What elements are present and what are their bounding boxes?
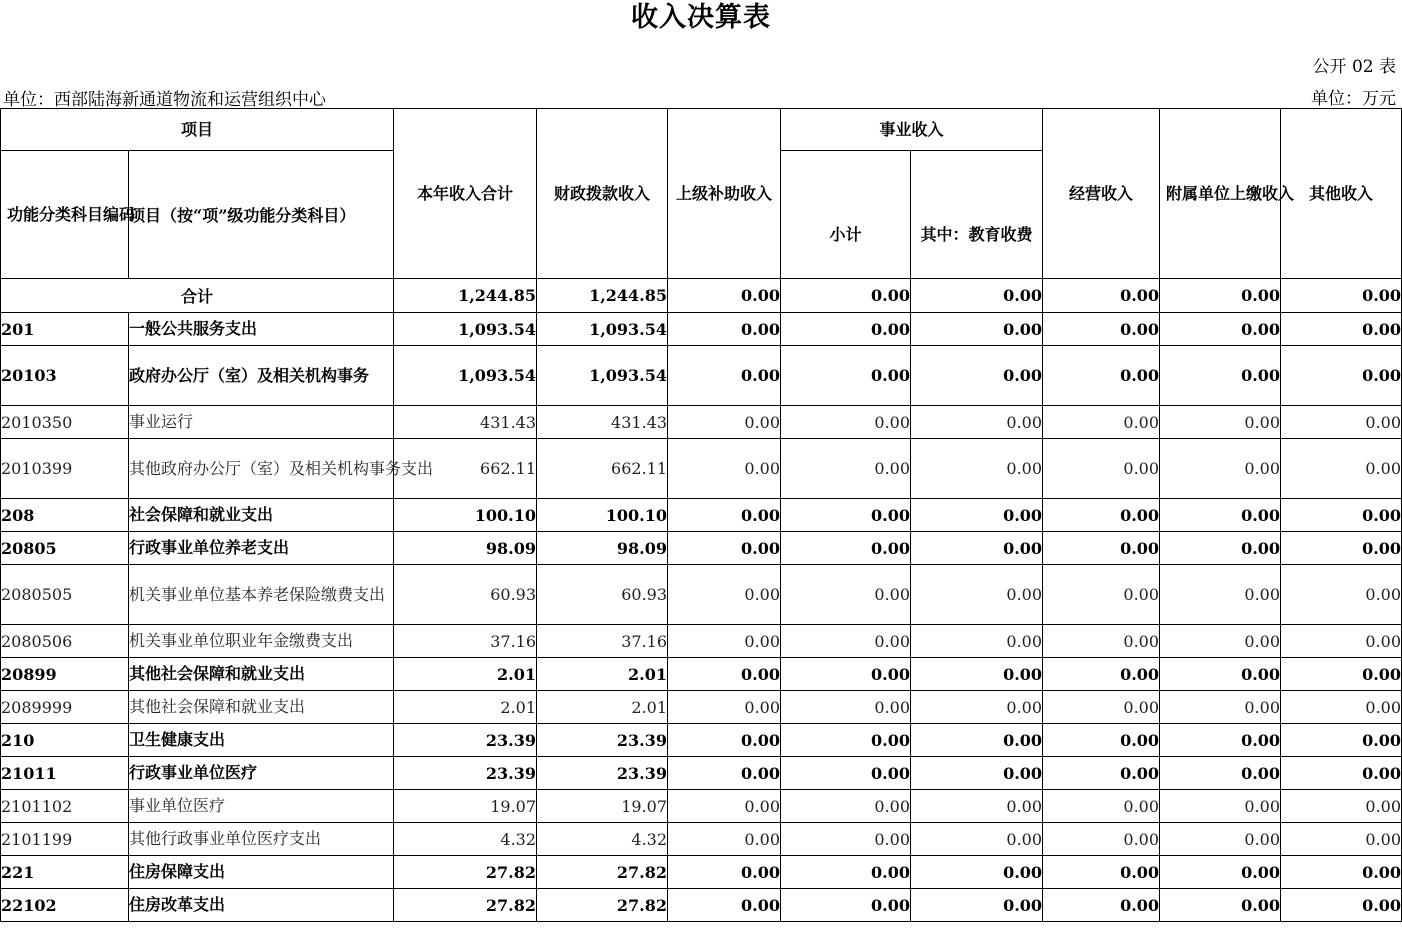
row-total: 2.01 <box>394 691 537 724</box>
row-subtotal: 0.00 <box>781 565 911 625</box>
row-operating: 0.00 <box>1043 823 1160 856</box>
row-superior: 0.00 <box>668 658 781 691</box>
row-operating: 0.00 <box>1043 724 1160 757</box>
row-code: 20805 <box>1 532 129 565</box>
row-subtotal: 0.00 <box>781 532 911 565</box>
summary-education: 0.00 <box>911 279 1043 313</box>
summary-affiliated: 0.00 <box>1160 279 1281 313</box>
row-operating: 0.00 <box>1043 406 1160 439</box>
row-subtotal: 0.00 <box>781 346 911 406</box>
row-fiscal: 27.82 <box>537 889 668 922</box>
row-other: 0.00 <box>1281 658 1402 691</box>
row-code: 2010350 <box>1 406 129 439</box>
row-subtotal: 0.00 <box>781 658 911 691</box>
row-operating: 0.00 <box>1043 625 1160 658</box>
row-total: 2.01 <box>394 658 537 691</box>
row-code: 20899 <box>1 658 129 691</box>
row-total: 37.16 <box>394 625 537 658</box>
row-code: 2089999 <box>1 691 129 724</box>
table-row <box>1 823 1402 856</box>
summary-total: 1,244.85 <box>394 279 537 313</box>
summary-other: 0.00 <box>1281 279 1402 313</box>
row-name: 其他社会保障和就业支出 <box>129 691 394 724</box>
table-row <box>1 406 1402 439</box>
row-affiliated: 0.00 <box>1160 757 1281 790</box>
row-affiliated: 0.00 <box>1160 499 1281 532</box>
row-superior: 0.00 <box>668 406 781 439</box>
row-education: 0.00 <box>911 406 1043 439</box>
row-superior: 0.00 <box>668 625 781 658</box>
row-name: 政府办公厅（室）及相关机构事务 <box>129 346 394 406</box>
row-name: 一般公共服务支出 <box>129 313 394 346</box>
row-affiliated: 0.00 <box>1160 532 1281 565</box>
row-education: 0.00 <box>911 790 1043 823</box>
table-row <box>1 790 1402 823</box>
row-name: 机关事业单位基本养老保险缴费支出 <box>129 565 394 625</box>
reporting-unit: 单位：西部陆海新通道物流和运营组织中心 <box>3 90 326 110</box>
row-other: 0.00 <box>1281 823 1402 856</box>
row-other: 0.00 <box>1281 406 1402 439</box>
row-affiliated: 0.00 <box>1160 346 1281 406</box>
header-project-group: 项目 <box>1 109 394 151</box>
row-fiscal: 98.09 <box>537 532 668 565</box>
row-total: 431.43 <box>394 406 537 439</box>
row-code: 2080505 <box>1 565 129 625</box>
row-operating: 0.00 <box>1043 691 1160 724</box>
row-code: 2101102 <box>1 790 129 823</box>
row-name: 卫生健康支出 <box>129 724 394 757</box>
page-title: 收入决算表 <box>631 2 771 33</box>
row-fiscal: 27.82 <box>537 856 668 889</box>
row-fiscal: 2.01 <box>537 658 668 691</box>
row-affiliated: 0.00 <box>1160 625 1281 658</box>
row-code: 210 <box>1 724 129 757</box>
row-total: 27.82 <box>394 856 537 889</box>
row-total: 23.39 <box>394 757 537 790</box>
row-affiliated: 0.00 <box>1160 313 1281 346</box>
row-operating: 0.00 <box>1043 439 1160 499</box>
row-operating: 0.00 <box>1043 499 1160 532</box>
row-subtotal: 0.00 <box>781 823 911 856</box>
form-number: 公开 02 表 <box>1312 57 1396 77</box>
row-code: 21011 <box>1 757 129 790</box>
row-total: 60.93 <box>394 565 537 625</box>
header-subtotal: 小计 <box>781 151 911 279</box>
row-fiscal: 23.39 <box>537 757 668 790</box>
row-superior: 0.00 <box>668 313 781 346</box>
row-other: 0.00 <box>1281 724 1402 757</box>
row-superior: 0.00 <box>668 346 781 406</box>
income-table <box>0 108 1402 922</box>
row-fiscal: 100.10 <box>537 499 668 532</box>
table-row <box>1 532 1402 565</box>
row-subtotal: 0.00 <box>781 856 911 889</box>
row-fiscal: 662.11 <box>537 439 668 499</box>
row-name: 其他政府办公厅（室）及相关机构事务支出 <box>129 439 394 499</box>
table-row <box>1 499 1402 532</box>
row-superior: 0.00 <box>668 856 781 889</box>
row-operating: 0.00 <box>1043 757 1160 790</box>
row-name: 其他行政事业单位医疗支出 <box>129 823 394 856</box>
header-superior: 上级补助收入 <box>668 109 781 279</box>
row-total: 27.82 <box>394 889 537 922</box>
summary-subtotal: 0.00 <box>781 279 911 313</box>
row-education: 0.00 <box>911 565 1043 625</box>
row-subtotal: 0.00 <box>781 406 911 439</box>
header-name: 项目（按“项”级功能分类科目） <box>129 151 394 279</box>
row-operating: 0.00 <box>1043 313 1160 346</box>
row-other: 0.00 <box>1281 757 1402 790</box>
header-operating: 经营收入 <box>1043 109 1160 279</box>
header-total: 本年收入合计 <box>394 109 537 279</box>
row-education: 0.00 <box>911 757 1043 790</box>
row-other: 0.00 <box>1281 499 1402 532</box>
row-subtotal: 0.00 <box>781 757 911 790</box>
row-subtotal: 0.00 <box>781 313 911 346</box>
row-affiliated: 0.00 <box>1160 439 1281 499</box>
row-affiliated: 0.00 <box>1160 691 1281 724</box>
row-fiscal: 431.43 <box>537 406 668 439</box>
row-affiliated: 0.00 <box>1160 406 1281 439</box>
row-superior: 0.00 <box>668 499 781 532</box>
row-total: 1,093.54 <box>394 313 537 346</box>
row-education: 0.00 <box>911 532 1043 565</box>
row-education: 0.00 <box>911 658 1043 691</box>
summary-fiscal: 1,244.85 <box>537 279 668 313</box>
row-education: 0.00 <box>911 439 1043 499</box>
row-operating: 0.00 <box>1043 658 1160 691</box>
summary-label: 合计 <box>1 279 394 313</box>
row-affiliated: 0.00 <box>1160 565 1281 625</box>
row-code: 2101199 <box>1 823 129 856</box>
row-fiscal: 4.32 <box>537 823 668 856</box>
table-row <box>1 439 1402 499</box>
row-other: 0.00 <box>1281 439 1402 499</box>
row-education: 0.00 <box>911 889 1043 922</box>
header-other: 其他收入 <box>1281 109 1402 279</box>
row-subtotal: 0.00 <box>781 691 911 724</box>
table-row <box>1 625 1402 658</box>
row-subtotal: 0.00 <box>781 625 911 658</box>
row-operating: 0.00 <box>1043 346 1160 406</box>
row-fiscal: 60.93 <box>537 565 668 625</box>
currency-unit: 单位：万元 <box>1311 89 1396 109</box>
row-fiscal: 23.39 <box>537 724 668 757</box>
row-code: 2010399 <box>1 439 129 499</box>
row-code: 22102 <box>1 889 129 922</box>
row-superior: 0.00 <box>668 439 781 499</box>
row-education: 0.00 <box>911 625 1043 658</box>
row-education: 0.00 <box>911 823 1043 856</box>
row-other: 0.00 <box>1281 790 1402 823</box>
row-subtotal: 0.00 <box>781 790 911 823</box>
row-fiscal: 19.07 <box>537 790 668 823</box>
header-education: 其中：教育收费 <box>911 151 1043 279</box>
row-other: 0.00 <box>1281 625 1402 658</box>
row-code: 20103 <box>1 346 129 406</box>
row-total: 100.10 <box>394 499 537 532</box>
row-code: 201 <box>1 313 129 346</box>
row-operating: 0.00 <box>1043 889 1160 922</box>
row-superior: 0.00 <box>668 691 781 724</box>
table-row <box>1 889 1402 922</box>
row-affiliated: 0.00 <box>1160 889 1281 922</box>
row-affiliated: 0.00 <box>1160 658 1281 691</box>
row-superior: 0.00 <box>668 790 781 823</box>
row-name: 社会保障和就业支出 <box>129 499 394 532</box>
row-other: 0.00 <box>1281 889 1402 922</box>
row-fiscal: 37.16 <box>537 625 668 658</box>
row-other: 0.00 <box>1281 532 1402 565</box>
row-affiliated: 0.00 <box>1160 856 1281 889</box>
header-affiliated: 附属单位上缴收入 <box>1160 109 1281 279</box>
header-fiscal: 财政拨款收入 <box>537 109 668 279</box>
row-education: 0.00 <box>911 499 1043 532</box>
row-total: 19.07 <box>394 790 537 823</box>
row-name: 其他社会保障和就业支出 <box>129 658 394 691</box>
summary-operating: 0.00 <box>1043 279 1160 313</box>
row-other: 0.00 <box>1281 691 1402 724</box>
header-row-1 <box>1 109 1402 151</box>
row-subtotal: 0.00 <box>781 439 911 499</box>
row-code: 208 <box>1 499 129 532</box>
row-operating: 0.00 <box>1043 565 1160 625</box>
table-row <box>1 313 1402 346</box>
row-subtotal: 0.00 <box>781 889 911 922</box>
row-operating: 0.00 <box>1043 790 1160 823</box>
header-code: 功能分类科目编码 <box>1 151 129 279</box>
row-name: 事业运行 <box>129 406 394 439</box>
row-other: 0.00 <box>1281 313 1402 346</box>
table-row <box>1 856 1402 889</box>
row-total: 662.11 <box>394 439 537 499</box>
table-row <box>1 346 1402 406</box>
table-row <box>1 757 1402 790</box>
row-superior: 0.00 <box>668 823 781 856</box>
row-education: 0.00 <box>911 346 1043 406</box>
row-name: 机关事业单位职业年金缴费支出 <box>129 625 394 658</box>
row-name: 行政事业单位医疗 <box>129 757 394 790</box>
table-row <box>1 724 1402 757</box>
row-education: 0.00 <box>911 724 1043 757</box>
row-code: 221 <box>1 856 129 889</box>
row-fiscal: 1,093.54 <box>537 346 668 406</box>
row-fiscal: 2.01 <box>537 691 668 724</box>
row-affiliated: 0.00 <box>1160 790 1281 823</box>
row-fiscal: 1,093.54 <box>537 313 668 346</box>
row-affiliated: 0.00 <box>1160 724 1281 757</box>
row-name: 事业单位医疗 <box>129 790 394 823</box>
table-row <box>1 691 1402 724</box>
row-total: 1,093.54 <box>394 346 537 406</box>
table-row <box>1 658 1402 691</box>
row-education: 0.00 <box>911 313 1043 346</box>
row-subtotal: 0.00 <box>781 724 911 757</box>
row-superior: 0.00 <box>668 532 781 565</box>
row-total: 98.09 <box>394 532 537 565</box>
row-other: 0.00 <box>1281 856 1402 889</box>
row-total: 4.32 <box>394 823 537 856</box>
row-other: 0.00 <box>1281 346 1402 406</box>
row-education: 0.00 <box>911 691 1043 724</box>
row-name: 住房改革支出 <box>129 889 394 922</box>
summary-row <box>1 279 1402 313</box>
row-education: 0.00 <box>911 856 1043 889</box>
row-subtotal: 0.00 <box>781 499 911 532</box>
row-superior: 0.00 <box>668 757 781 790</box>
summary-superior: 0.00 <box>668 279 781 313</box>
row-affiliated: 0.00 <box>1160 823 1281 856</box>
row-other: 0.00 <box>1281 565 1402 625</box>
row-name: 住房保障支出 <box>129 856 394 889</box>
row-superior: 0.00 <box>668 889 781 922</box>
row-total: 23.39 <box>394 724 537 757</box>
row-operating: 0.00 <box>1043 856 1160 889</box>
row-name: 行政事业单位养老支出 <box>129 532 394 565</box>
row-superior: 0.00 <box>668 724 781 757</box>
row-code: 2080506 <box>1 625 129 658</box>
header-business-group: 事业收入 <box>781 109 1043 151</box>
row-operating: 0.00 <box>1043 532 1160 565</box>
row-superior: 0.00 <box>668 565 781 625</box>
table-row <box>1 565 1402 625</box>
